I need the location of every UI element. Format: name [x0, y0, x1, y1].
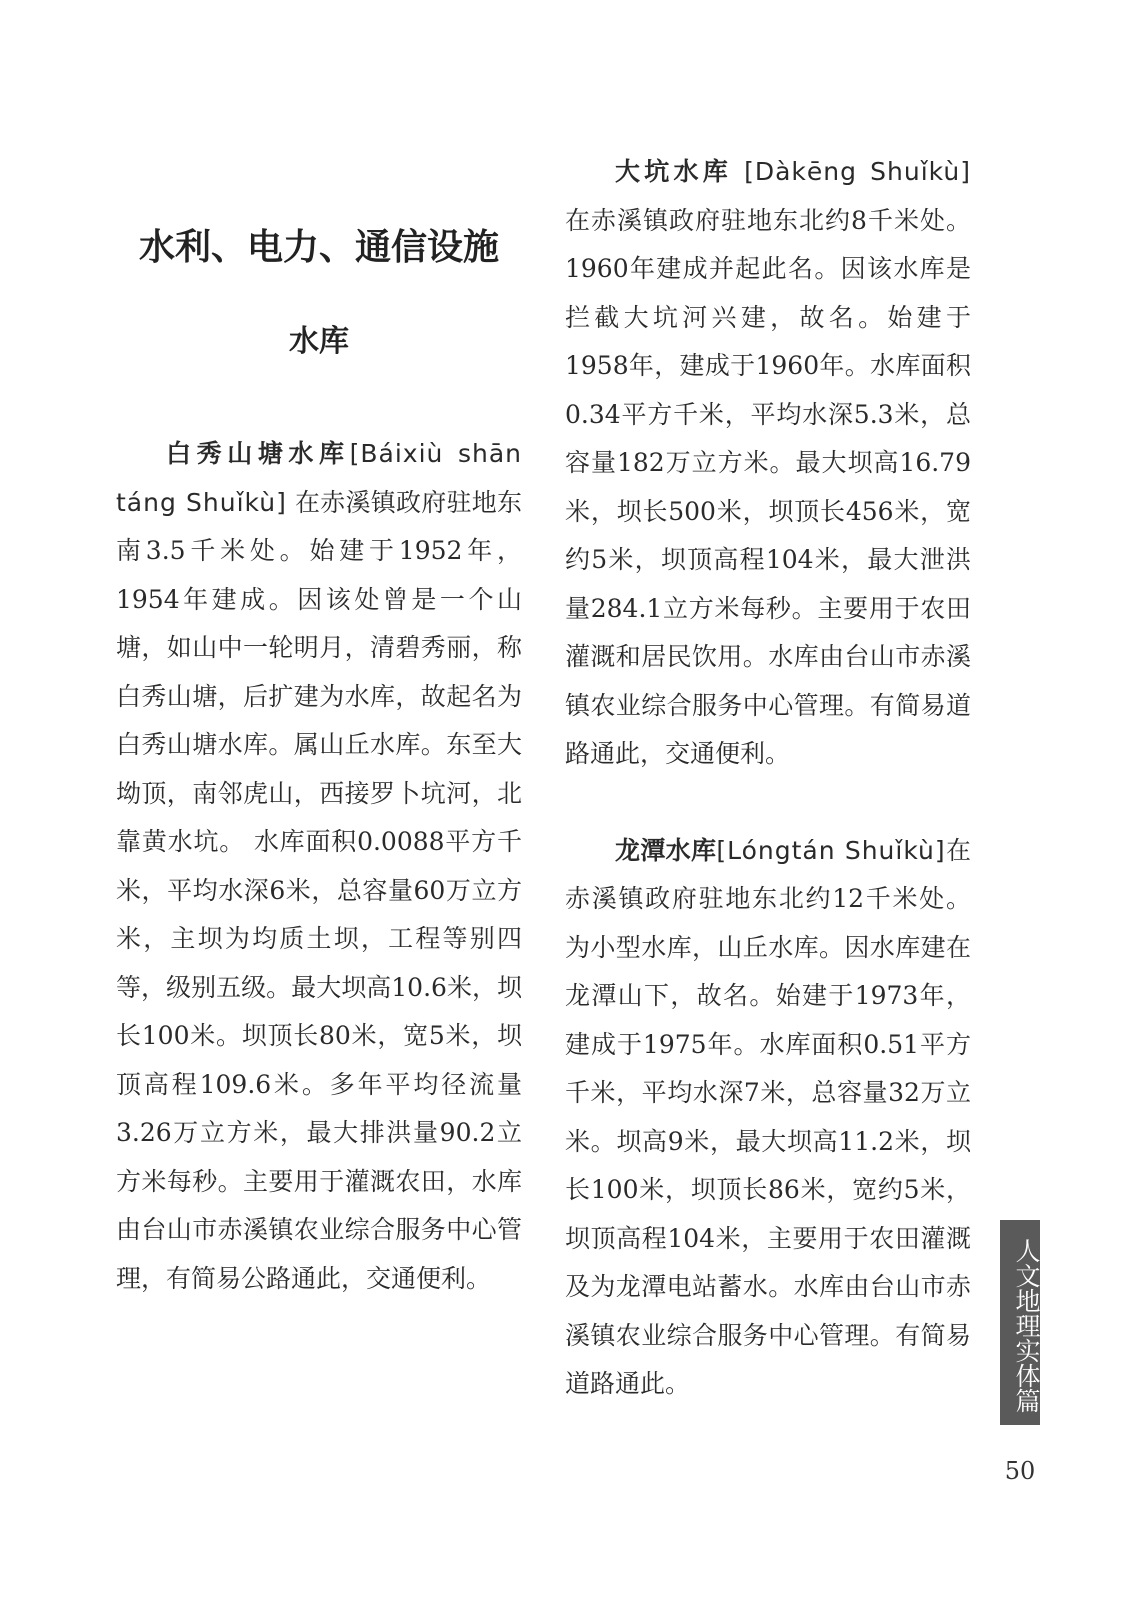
entry-baixiu-reservoir	[116, 430, 522, 1303]
entry-longtan-reservoir	[565, 827, 971, 1409]
entry-name: 白秀山塘水库	[166, 439, 350, 468]
entry-pinyin: [Báixiù shān táng Shuǐkù]	[116, 439, 522, 517]
entry-name: 龙潭水库	[615, 835, 717, 865]
entry-text: 在赤溪镇政府驻地东北约12千米处。为小型水库，山丘水库。因水库建在龙潭山下，故名。始建于1973年，建成于1975年。水库面积0.51平方千米，平均水深7米，总容量32万立米。坝高9米，最大坝高11.2米，坝长100米，坝顶长86米，宽约5米，坝顶高程104米，主要用于农田灌溉及为龙潭电站蓄水。水库由台山市赤溪镇农业综合服务中心管理。有简易道路通此。	[565, 835, 971, 1398]
left-column	[116, 430, 522, 1303]
right-column	[565, 148, 971, 1409]
section-title: 水库	[289, 324, 349, 359]
entry-text: 在赤溪镇政府驻地东北约8千米处。1960年建成并起此名。因该水库是拦截大坑河兴建，故名。始建于1958年，建成于1960年。水库面积0.34平方千米，平均水深5.3米，总容量182万立方米。最大坝高16.79米，坝长500米，坝顶长456米，宽约5米，坝顶高程104米，最大泄洪量284.1立方米每秒。主要用于农田灌溉和居民饮用。水库由台山市赤溪镇农业综合服务中心管理。有简易道路通此，交通便利。	[565, 205, 971, 768]
entry-dakeng-reservoir	[565, 148, 971, 779]
entry-pinyin: [Dàkēng Shuǐkù]	[744, 157, 971, 186]
page-title: 水利、电力、通信设施	[138, 227, 499, 268]
entry-name: 大坑水库	[615, 157, 732, 186]
chapter-side-tab: 人文地理实体篇	[1000, 1220, 1040, 1425]
page-number: 50	[1004, 1457, 1036, 1485]
entry-text: 在赤溪镇政府驻地东南3.5千米处。始建于1952年，1954年建成。因该处曾是一个山塘，如山中一轮明月，清碧秀丽，称白秀山塘，后扩建为水库，故起名为白秀山塘水库。属山丘水库。东至大坳顶，南邻虎山，西接罗卜坑河，北靠黄水坑。 水库面积0.0088平方千米，平均水深6米，总容量60万立方米，主坝为均质土坝，工程等别四等，级别五级。最大坝高10.6米，坝长100米。坝顶长80米，宽5米，坝顶高程109.6米。多年平均径流量3.26万立方米，最大排洪量90.2立方米每秒。主要用于灌溉农田，水库由台山市赤溪镇农业综合服务中心管理，有简易公路通此，交通便利。	[116, 487, 522, 1293]
entry-pinyin: [Lóngtán Shuǐkù]	[716, 835, 946, 865]
